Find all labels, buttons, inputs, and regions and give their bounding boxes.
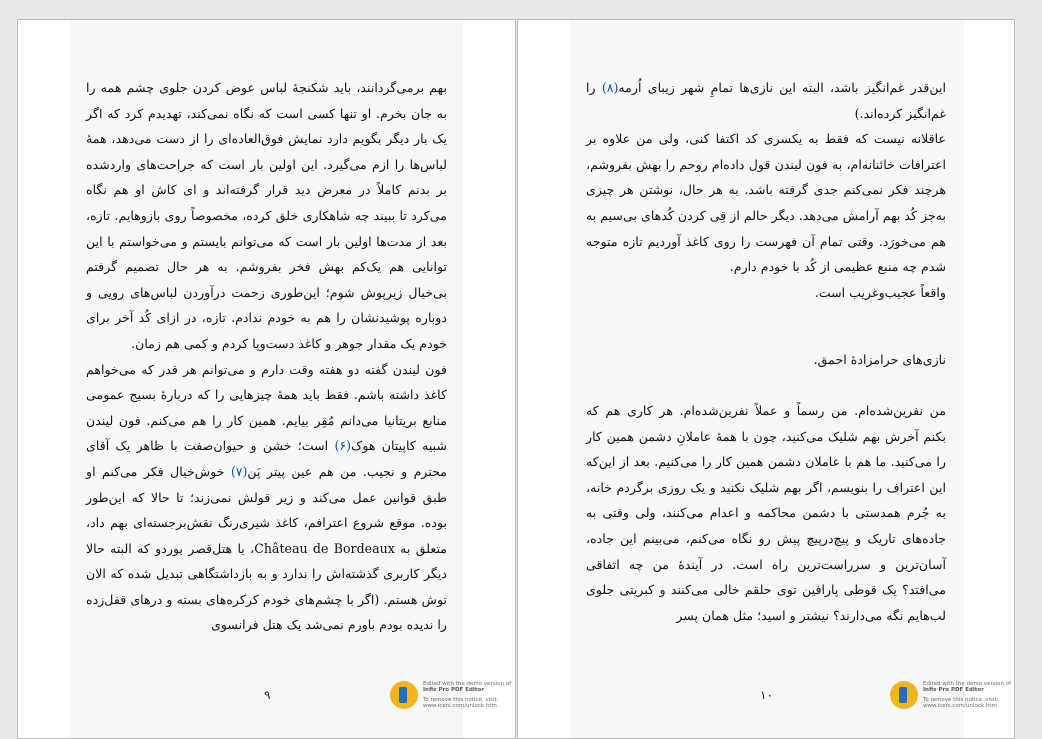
paragraph: من نفرین‌شده‌ام. من رسماً و عملاً نفرین‌شده‌ام. هر کاری هم که بکنم آخرش بهم شلیک می‌کنید، چون با همهٔ عاملانِ دشمن همین کار را می‌کنید. ما هم با عاملان دشمن همین کار را می‌کنیم. بعد از این‌که این اعتراف را بنویسم، اگر بهم شلیک نکنید و یک روزی برگردم خانه، به جُرم همدستی با دشمن محاکمه و اعدام می‌کنند، ولی وقتی به جاده‌های تاریک و پیچ‌درپیچ پیش رو نگاه می‌کنم، می‌بینم این جاده، آسان‌ترین و سرراست‌ترین راه است. در آیندهٔ من چه اتفاقی می‌افتد؟ یک قوطی پارافین توی حلقم خالی می‌کنند و کبریتی جلوی لب‌هایم نگه می‌دارند؟ نیشتر و اسید؛ مثل همان پسر xyxy=(586,402,946,623)
text-run: خوش‌خیال فکر می‌کنم او طبق قوانین عمل می‌کند و زیر قولش نمی‌زند؛ تا حالا که این‌طور بوده. موقع شروع اعترافم، کاغذ شیری‌رنگ نقش‌برجسته‌ای بهم داد، متعلق به Château de Bordeaux، یا هتل‌قصر بوردو که البته حالا دیگر کاربری گذشته‌اش را ندارد و به بازداشتگاهی تبدیل شده که الان توش هستم. (اگر با چشم‌های خودم کرکره‌های بسته و درهای قفل‌زده را ندیده بودم باورم نمی‌شد یک هتل فرانسوی xyxy=(86,463,447,633)
watermark-line: To remove this notice, visit: xyxy=(423,697,499,703)
watermark-line: www.iceni.com/unlock.htm xyxy=(423,703,497,709)
infix-logo-icon xyxy=(890,681,918,709)
watermark-line: Infix Pro PDF Editor xyxy=(923,687,984,693)
section-heading: نازی‌های حرامزادهٔ احمق. xyxy=(813,352,946,368)
page-number: ۱۰ xyxy=(760,688,773,702)
page-right xyxy=(517,19,1015,739)
watermark-line: To remove this notice, visit: xyxy=(923,697,999,703)
watermark-line: www.iceni.com/unlock.htm xyxy=(923,703,997,709)
footnote-link[interactable]: (۸) xyxy=(601,80,619,95)
page-left xyxy=(17,19,516,739)
page-number: ۹ xyxy=(264,688,271,702)
text-run: فون لیندن گفته دو هفته وقت دارم و می‌توانم هر قدر که می‌خواهم کاغذ داشته باشم. فقط باید همهٔ چیزهایی را که دربارهٔ بسیج عمومی منابع بریتانیا می‌دانم مُقِر بیایم. همین کار را هم می‌کنم. فون لیندن شبیه کاپیتان هوک xyxy=(86,361,448,454)
paragraph xyxy=(86,357,447,639)
paragraph: واقعاً عجیب‌وغریب است. xyxy=(814,284,946,300)
paragraph: بهم برمی‌گردانند، باید شکنجهٔ لباس عوض کردن جلوی چشم همه را به جان بخرم. او تنها کسی است که نگاه نمی‌کند، تهدیدم کرد که اگر یک بار دیگر بگویم دارد نمایش فوق‌العاده‌ای را از دست می‌دهد، همهٔ لباس‌ها را ازم می‌گیرد. این اولین بار است که جراحت‌های واردشده بر بدنم کاملاً در معرض دید قرار گرفته‌اند و ای کاش او هم نگاه می‌کرد تا ببیند چه شاهکاری خلق کرده، مخصوصاً روی بازوهایم. تازه، بعد از مدت‌ها اولین بار است که می‌توانم بایستم و می‌خواستم با این توانایی هم یک‌کم بهش فخر بفروشم. به هر حال تصمیم گرفتم بی‌خیال زیرپوش شوم؛ این‌طوری زحمت درآوردن لباس‌های رویی و دوباره پوشیدنشان را هم به خودم ندادم. تازه، در ازای کُد آخر برای خودم یک مقدار جوهر و کاغذ دست‌وپا کردم و کمی هم زمان. xyxy=(86,80,447,351)
editor-watermark xyxy=(890,681,1014,731)
paragraph: عاقلانه نیست که فقط به یکسری کد اکتفا کنی، ولی من علاوه بر اعترافات خائنانه‌ام، به فون لیندن قول داده‌ام روحم را بهش بفروشم، هرچند فکر نمی‌کنم جدی گرفته باشد. به هر حال، نوشتن هر چیزی به‌جز کُد بهم آرامش می‌دهد. دیگر حالم از قِی کردن کُدهای بی‌سیم به هم می‌خورَد. وقتی تمام آن فهرست را روی کاغذ آوردیم تازه متوجه شدم چه منبع عظیمی از کُد با خودم دارم. xyxy=(585,131,946,275)
blank-line xyxy=(586,326,946,347)
page-right-body xyxy=(586,75,946,628)
blank-line xyxy=(586,305,946,326)
blank-line xyxy=(586,373,946,398)
footnote-link[interactable]: (۶) xyxy=(334,438,352,454)
page-left-body xyxy=(86,75,447,638)
text-run: را غم‌انگیز کرده‌اند.) xyxy=(586,80,946,121)
editor-watermark xyxy=(390,681,514,731)
text-run: این‌قدر غم‌انگیز باشد، البته این نازی‌ها تمامِ شهر زیبای اُرمه xyxy=(618,80,946,95)
watermark-line: Infix Pro PDF Editor xyxy=(423,687,484,693)
watermark-line: Edited with the demo version of xyxy=(923,681,1012,687)
watermark-line: Edited with the demo version of xyxy=(423,681,512,687)
paragraph xyxy=(586,75,946,126)
text-run: است؛ خشن و حیوان‌صفت با ظاهر یک آقای محترم و نجیب. من هم عین پیتر پَن xyxy=(86,438,447,479)
infix-logo-icon xyxy=(390,681,418,709)
footnote-link[interactable]: (۷) xyxy=(230,463,248,479)
